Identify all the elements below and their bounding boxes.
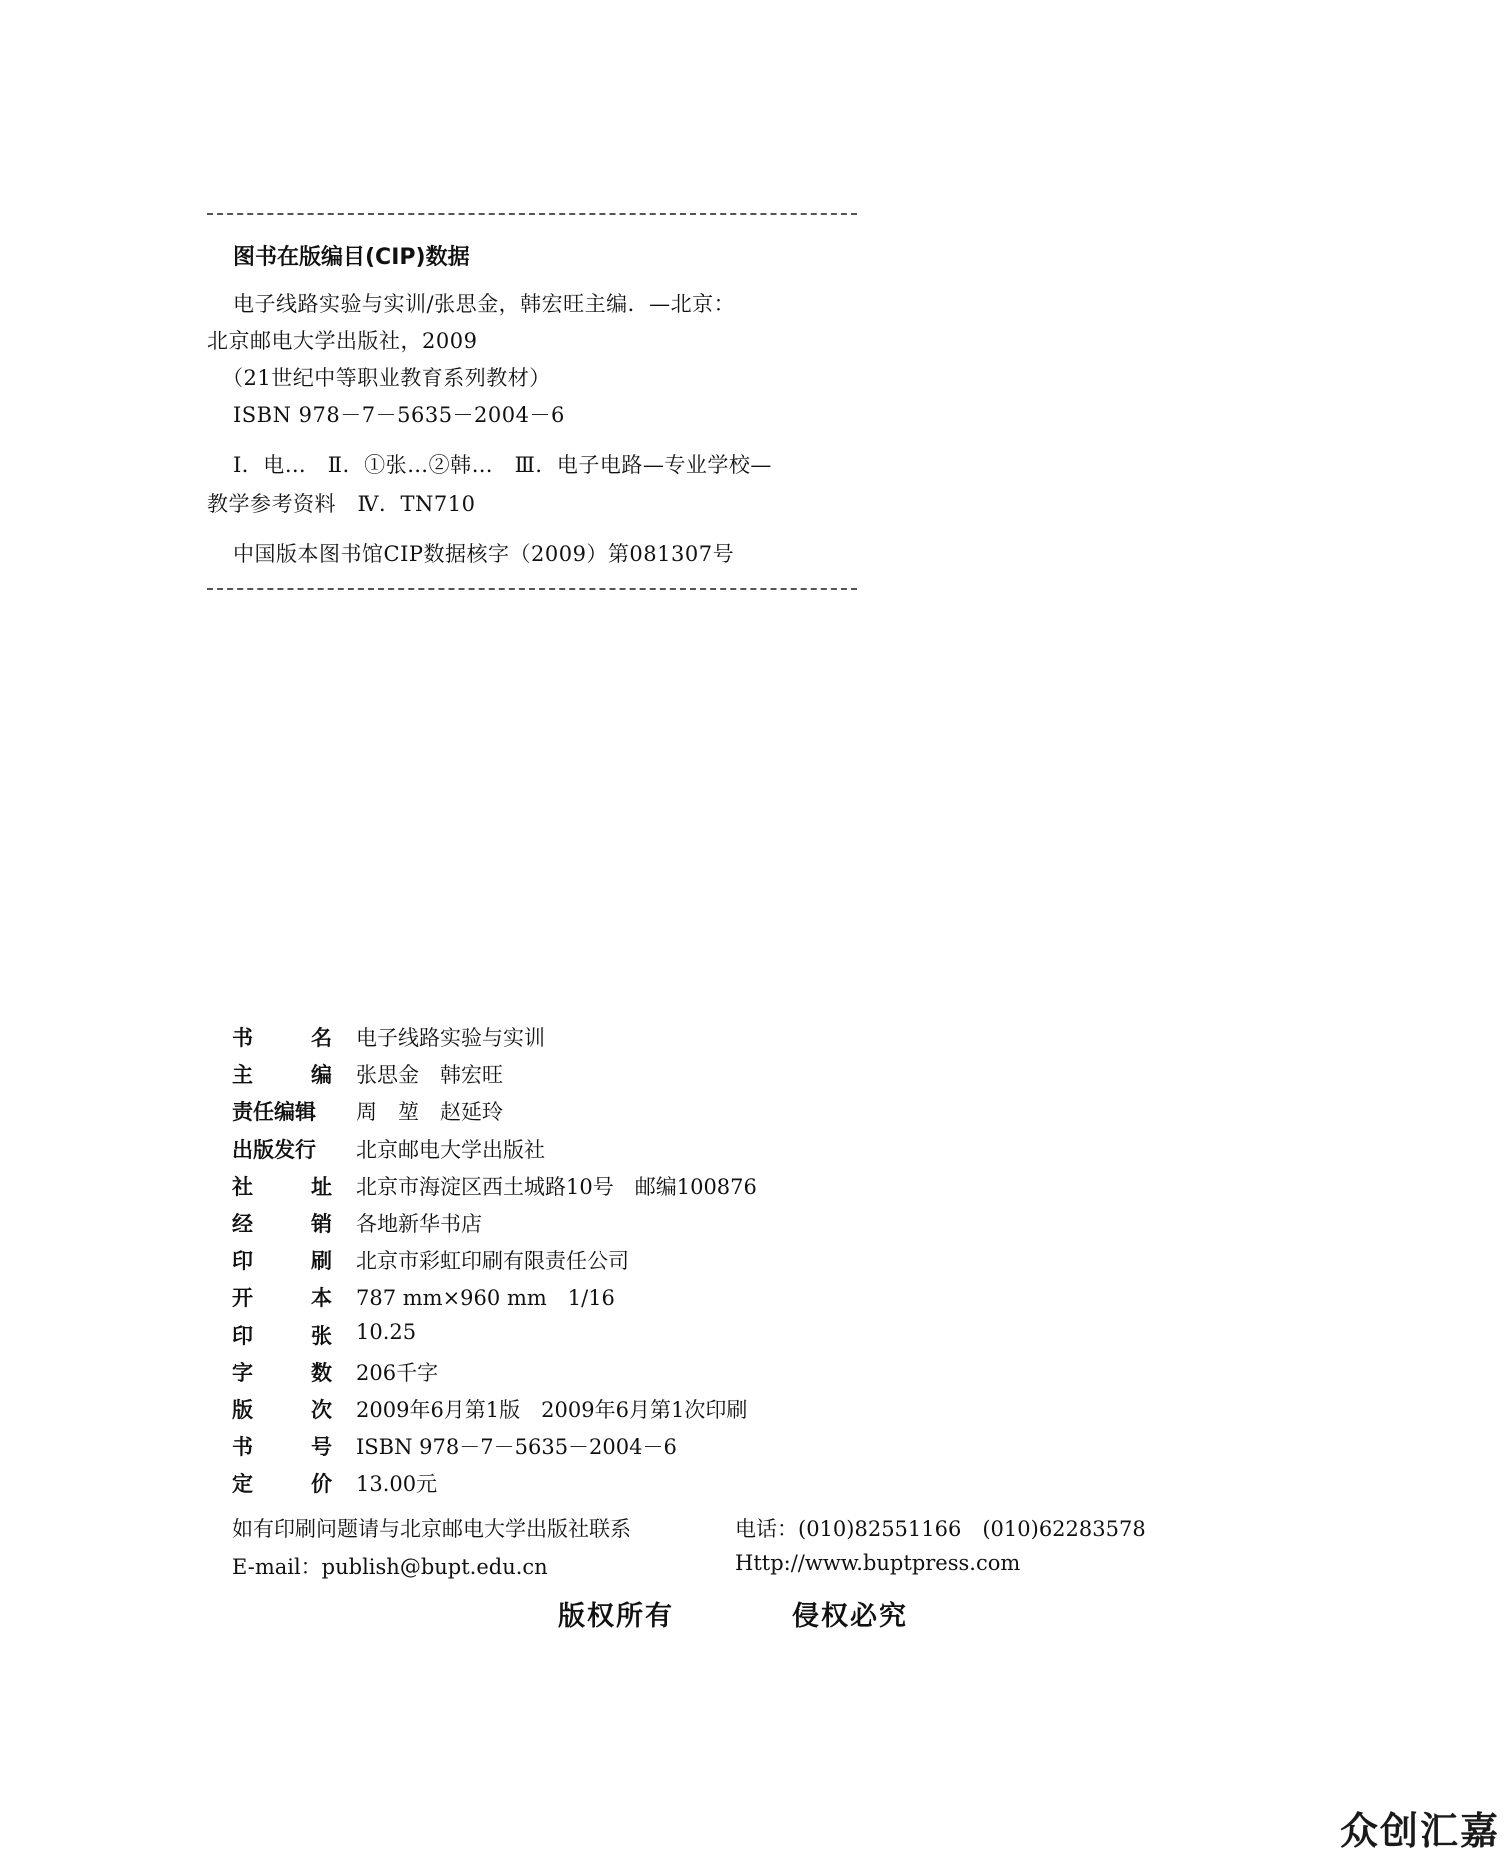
colophon-value: 2009年6月第1版 2009年6月第1次印刷 — [356, 1398, 748, 1422]
colophon-label — [232, 1059, 332, 1089]
infringement-notice: 侵权必究 — [792, 1601, 908, 1632]
colophon-label — [232, 1171, 332, 1201]
bottom-dashed-rule — [207, 588, 857, 590]
watermark-logo: 众创汇嘉 — [1339, 1809, 1500, 1853]
top-dashed-rule — [207, 213, 857, 215]
colophon-label-part: 号 — [311, 1435, 332, 1460]
colophon-label-part: 张 — [311, 1323, 332, 1348]
colophon-label-part: 编 — [311, 1063, 332, 1088]
colophon-value: 电子线路实验与实训 — [356, 1026, 545, 1050]
colophon-value: 206千字 — [356, 1360, 439, 1385]
website-url: Http://www.buptpress.com — [735, 1551, 1021, 1575]
copyright-notice: 版权所有 — [558, 1601, 674, 1632]
colophon-label-part: 刷 — [311, 1249, 332, 1274]
cip-line-2: 北京邮电大学出版社，2009 — [207, 329, 478, 353]
colophon-label-part: 数 — [311, 1360, 332, 1385]
colophon-value: 北京市彩虹印刷有限责任公司 — [356, 1249, 629, 1274]
colophon-label-part: 定 — [232, 1472, 253, 1497]
cip-line-5: Ⅰ．电… Ⅱ．①张…②韩… Ⅲ．电子电路—专业学校— — [233, 453, 772, 477]
colophon-label-part: 销 — [311, 1212, 332, 1236]
colophon-label — [232, 1208, 332, 1238]
colophon-label-part: 版 — [232, 1398, 253, 1422]
cip-line-3: （21世纪中等职业教育系列教材） — [222, 366, 551, 390]
cip-line-1: 电子线路实验与实训/张思金，韩宏旺主编．—北京： — [233, 292, 736, 316]
colophon-value: 北京市海淀区西土城路10号 邮编100876 — [356, 1174, 757, 1199]
colophon-label-part: 经 — [232, 1212, 253, 1236]
email-address: E-mail：publish@bupt.edu.cn — [232, 1555, 548, 1579]
colophon-label — [232, 1357, 332, 1387]
cip-line-4: ISBN 978－7－5635－2004－6 — [233, 403, 565, 427]
colophon-label — [232, 1468, 332, 1498]
colophon-label-part: 址 — [311, 1174, 332, 1199]
colophon-label — [232, 1394, 332, 1424]
colophon-label — [232, 1134, 332, 1164]
colophon-label-part: 社 — [232, 1174, 253, 1199]
colophon-value: 各地新华书店 — [356, 1212, 482, 1236]
cip-line-7: 中国版本图书馆CIP数据核字（2009）第081307号 — [233, 542, 735, 566]
cip-line-6: 教学参考资料 Ⅳ．TN710 — [207, 492, 476, 516]
colophon-value: 北京邮电大学出版社 — [356, 1137, 545, 1162]
colophon-label — [232, 1096, 332, 1126]
colophon-label-part: 开 — [232, 1286, 253, 1311]
colophon-label — [232, 1431, 332, 1461]
phone-numbers: 电话：(010)82551166 (010)62283578 — [735, 1517, 1146, 1541]
colophon-label — [232, 1022, 332, 1052]
colophon-label-part: 印 — [232, 1323, 253, 1348]
colophon-label-part: 书 — [232, 1026, 253, 1050]
colophon-value: 张思金 韩宏旺 — [356, 1063, 503, 1088]
colophon-value: 13.00元 — [356, 1472, 438, 1497]
colophon-label-part: 书 — [232, 1435, 253, 1460]
colophon-label — [232, 1245, 332, 1275]
colophon-label-part: 字 — [232, 1360, 253, 1385]
colophon-label-part: 印 — [232, 1249, 253, 1274]
colophon-value: 10.25 — [356, 1319, 417, 1344]
colophon-label-part: 名 — [311, 1026, 332, 1050]
colophon-value: 周 堃 赵延玲 — [356, 1100, 503, 1125]
colophon-value: 787 mm×960 mm 1/16 — [356, 1286, 615, 1311]
colophon-label — [232, 1282, 332, 1312]
print-issue-contact: 如有印刷问题请与北京邮电大学出版社联系 — [232, 1517, 631, 1541]
colophon-label-part: 价 — [311, 1472, 332, 1497]
colophon-label-part: 本 — [311, 1286, 332, 1311]
colophon-label-part: 责任编辑 — [232, 1100, 316, 1125]
colophon-label-part: 主 — [232, 1063, 253, 1088]
colophon-value: ISBN 978－7－5635－2004－6 — [356, 1435, 677, 1460]
colophon-label-part: 出版发行 — [232, 1137, 316, 1162]
colophon-label-part: 次 — [311, 1398, 332, 1422]
colophon-label — [232, 1320, 332, 1350]
cip-heading: 图书在版编目(CIP)数据 — [233, 245, 470, 270]
